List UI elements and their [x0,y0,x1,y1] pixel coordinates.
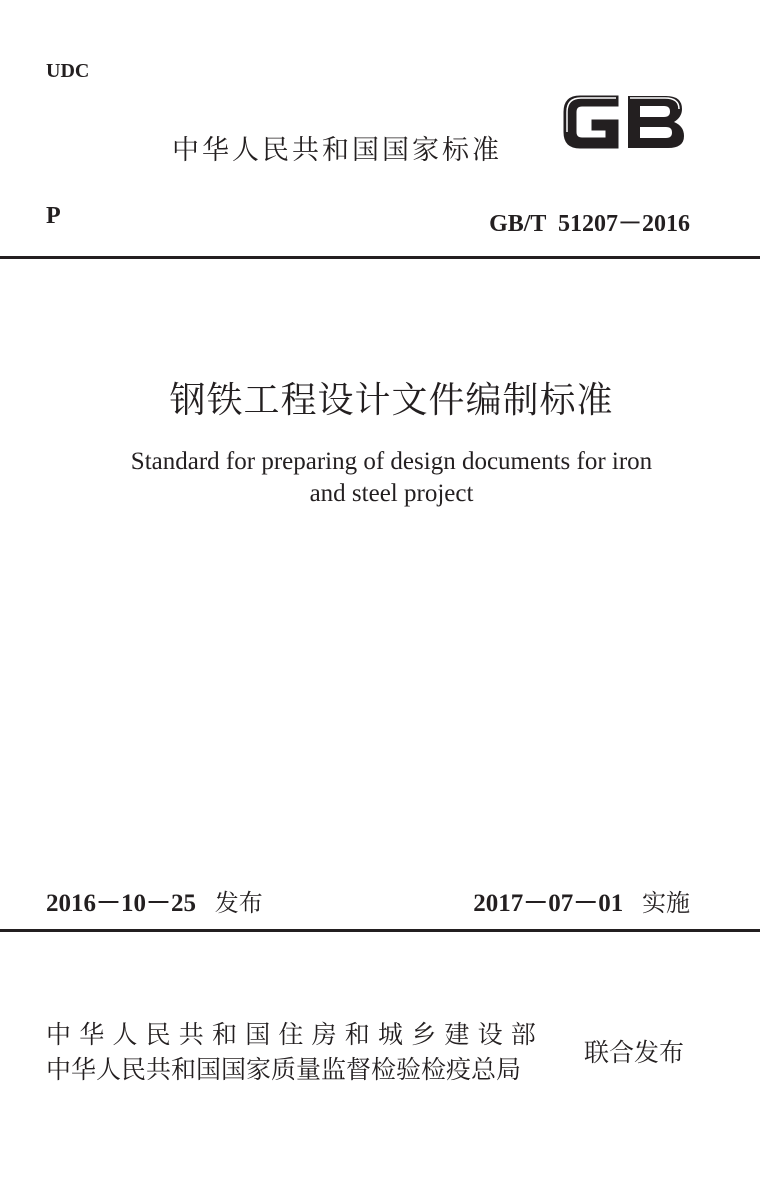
standard-number: GB/T 51207－2016 [489,211,690,237]
top-divider [0,256,760,259]
national-standard-heading: 中华人民共和国国家标准 [172,135,502,166]
implementation-date: 2017－07－01 [473,890,624,917]
implementation-date-line [473,883,690,919]
joint-publish-label: 联合发布 [584,1038,685,1067]
issue-date: 2016－10－25 [46,890,197,917]
classification-code: P [46,203,61,229]
english-title-line-1: Standard for preparing of design documents for iron [130,448,653,475]
issue-date-line [46,883,263,919]
english-title-line-2: and steel project [309,480,474,507]
issue-label: 发布 [214,889,263,917]
bottom-divider [0,929,760,932]
publisher-line-1: 中华人民共和国住房和城乡建设部 [46,1020,545,1049]
publisher-line-2: 中华人民共和国国家质量监督检验检疫总局 [46,1055,522,1084]
english-title [0,446,783,510]
gb-logo [558,86,690,158]
chinese-title: 钢铁工程设计文件编制标准 [169,380,614,421]
implementation-label: 实施 [642,889,690,917]
udc-label: UDC [46,60,90,82]
